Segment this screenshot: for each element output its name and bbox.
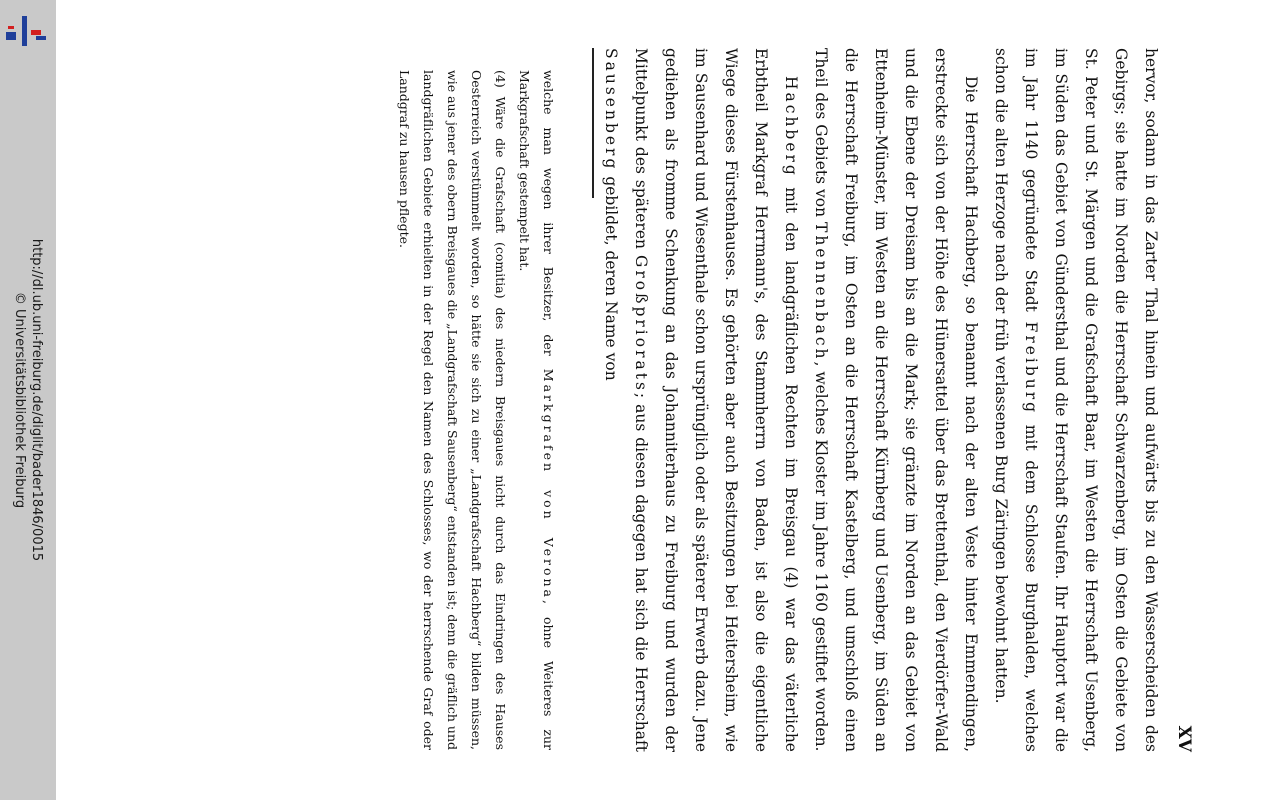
- paragraph-2-end: , welches Kloster im Jahre 1160 gestiftet worden.: [812, 361, 830, 752]
- footnote-1-spaced: Markgrafen von Verona: [541, 368, 556, 600]
- paragraph-3-end: gebildet, deren Name von: [602, 176, 620, 381]
- footnote-1-end: , ohne Weiteres zur Markgrafschaft gestempelt hat.: [517, 70, 556, 751]
- paragraph-2-text: Die Herrschaft Hachberg, so benannt nach der alten Veste hinter Emmendingen, erstreckte sich von der Höhe des Hünersattel über das Brettenthal, den Vierdörfer-Wald und die Ebene der Dreisam bis an die Mark; sie gränzte im Norden an das Gebiet von Ettenheim-Münster, im Westen an die Herrschaft Kürnberg und Usenberg, im Süden an die Herrschaft Freiburg, im Osten an die Herrschaft Kastelberg, und umschloß einen Theil des Gebiets von: [812, 48, 980, 752]
- paragraph-3-mid: ; aus diesen dagegen hat sich die Herrschaft: [632, 392, 650, 752]
- place-thennenbach: Thennenbach: [812, 222, 830, 362]
- page-number: XV: [1174, 725, 1194, 752]
- sidebar-attribution: [11, 239, 45, 561]
- paragraph-1-end: mit dem Schlosse Burghalden, welches schon die alten Herzoge nach der früh verlassenen Burg Zäringen bewohnt hatten.: [992, 48, 1040, 752]
- paragraph-2: [806, 48, 986, 752]
- viewer-sidebar: [0, 0, 56, 800]
- paragraph-1: [986, 48, 1166, 752]
- footnotes: [392, 70, 560, 750]
- name-grosspriorat: Großpriorats: [632, 254, 650, 393]
- scanned-page: [216, 40, 1196, 760]
- city-freiburg: Freiburg: [1022, 321, 1040, 416]
- main-text: [596, 48, 1166, 752]
- name-hachberg: Hachberg: [782, 76, 800, 178]
- library-logo[interactable]: [6, 8, 48, 50]
- source-url[interactable]: http://dl.ub.uni-freiburg.de/diglit/bader1846/0015: [29, 238, 44, 562]
- paragraph-3-text: mit den landgräflichen Rechten im Breisgau (4) war das väterliche Erbtheil Markgraf Herrmann's, des Stammherrn von Baden, ist also die eigentliche Wiege dieses Fürstenhauses. Es gehörten aber auch Besitzungen bei Heitersheim, wie im Sausenhard und Wiesenthale schon ursprünglich oder als späterer Erwerb dazu. Jene gediehen als fromme Schenkung an das Johanniterhaus zu Freiburg und wurden der Mittelpunkt des späteren: [632, 48, 800, 752]
- footnote-1-text: welche man wegen ihrer Besitzer, der: [541, 70, 556, 356]
- footnote-continuation: [512, 70, 560, 750]
- footnote-separator: [592, 48, 594, 198]
- copyright-notice: © Universitätsbibliothek Freiburg: [12, 291, 27, 509]
- footnote-4: (4) Wäre die Grafschaft (comitia) des niedern Breisgaues nicht durch das Eindringen des Hauses Oesterreich verstümmelt worden, so hätte sie sich zu einer „Landgrafschaft Hachberg“ bilden müssen, wie aus jener des obern Breisgaues die „Landgrafschaft Sausenberg“ entstanden ist; denn die gräflich und landgräflichen Gebiete erhielten in der Regel den Namen des Schlosses, wo der herrschende Graf oder Landgraf zu hausen pflegte.: [397, 70, 508, 750]
- paragraph-3: [596, 48, 806, 752]
- rotated-page-content: [216, 40, 1196, 760]
- name-sausenberg: Sausenberg: [602, 48, 620, 172]
- paragraph-1-text: hervor, sodann in das Zarter Thal hinein und aufwärts bis zu den Wasserscheiden des Gebirgs; sie hatte im Norden die Herrschaft Schwarzenberg, im Osten die Gebiete von St. Peter und St. Märgen und die Grafschaft Baar, im Westen die Herrschaft Usenberg, im Süden das Gebiet von Gündersthal und die Herrschaft Staufen. Ihr Hauptort war die im Jahr 1140 gegründete Stadt: [1022, 48, 1160, 752]
